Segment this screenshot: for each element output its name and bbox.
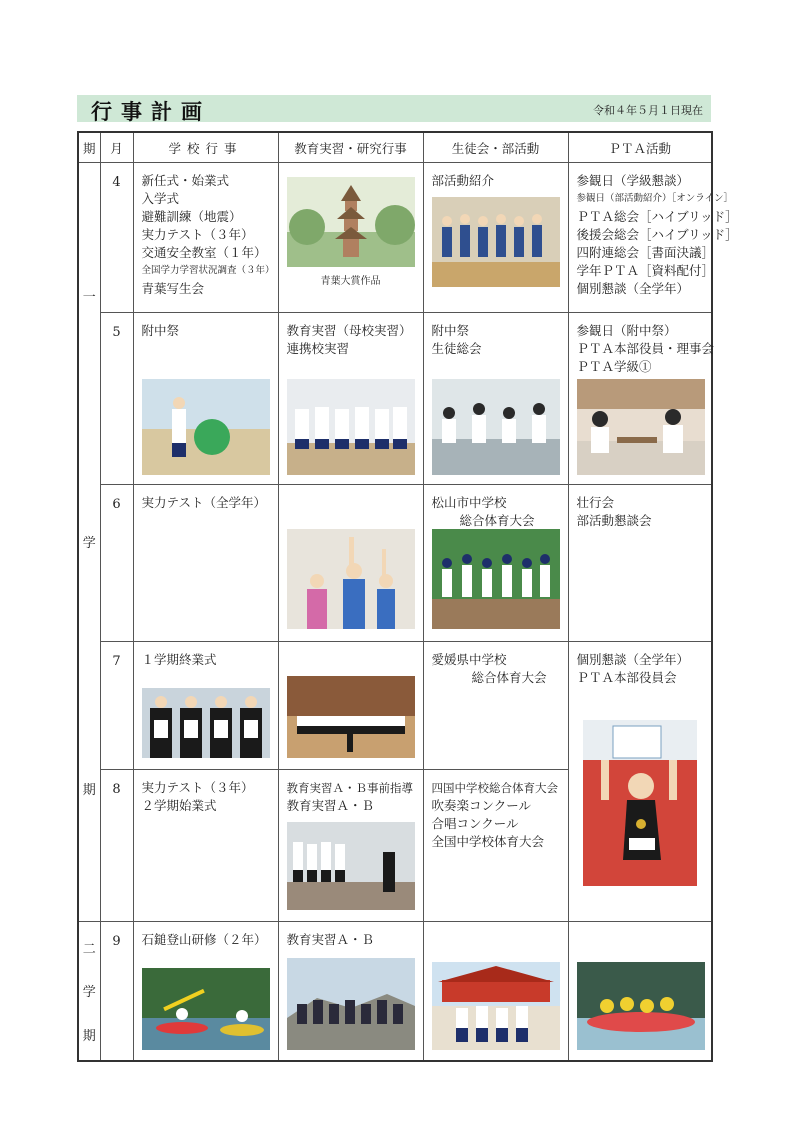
- event: ＰＴＡ学級①: [576, 359, 652, 374]
- schedule-table: [77, 131, 738, 1062]
- event: 附中祭: [431, 323, 470, 338]
- term-first: [78, 163, 100, 922]
- event: 総合体育大会: [459, 513, 535, 528]
- event: 教育実習Ａ・Ｂ事前指導: [286, 781, 413, 795]
- table-row: [78, 922, 712, 1062]
- event: 吹奏楽コンクール: [431, 798, 532, 813]
- school-events-may: [134, 313, 278, 484]
- month-cell: 9: [100, 922, 133, 1062]
- event: ＰＴＡ本部役員会: [576, 670, 677, 685]
- term-second: [78, 922, 100, 1062]
- page-title: 行事計画: [91, 100, 211, 124]
- term-char: 一: [82, 289, 96, 305]
- term-char: 期: [82, 783, 96, 799]
- event: １学期終業式: [141, 652, 217, 667]
- column-header: 教育実習・研究行事: [278, 132, 423, 163]
- pta-jun: [569, 485, 712, 641]
- event: 部活動紹介: [431, 173, 495, 188]
- research-may: [279, 313, 423, 484]
- event: 教育実習（母校実習）: [286, 323, 412, 338]
- choir-stage-photo: [287, 676, 415, 758]
- event: 全国中学校体育大会: [431, 834, 545, 849]
- event: 教育実習Ａ・Ｂ: [286, 932, 375, 947]
- research-apr: [279, 163, 423, 312]
- event: 部活動懇談会: [576, 513, 652, 528]
- event: 四附連総会［書面決議］: [576, 245, 715, 260]
- cheering-students-photo: [287, 529, 415, 629]
- club-group-photo: [432, 197, 560, 287]
- school-events-jul: [134, 642, 278, 769]
- event: 生徒総会: [431, 341, 482, 356]
- table-row: [78, 313, 712, 485]
- table-row: [78, 642, 712, 770]
- month-cell: 6: [100, 485, 133, 642]
- event: ＰＴＡ本部役員・理事会: [576, 341, 715, 356]
- month-cell: 7: [100, 642, 133, 770]
- event: 松山市中学校: [431, 495, 507, 510]
- student-jun: [424, 485, 568, 641]
- event: 四国中学校総合体育大会: [431, 781, 558, 795]
- shuri-castle-photo: [432, 962, 560, 1050]
- kayak-photo: [142, 968, 270, 1050]
- pta-meeting-photo: [577, 379, 705, 475]
- student-aug: [424, 770, 568, 921]
- event: 実力テスト（全学年）: [141, 495, 267, 510]
- event: 愛媛県中学校: [431, 652, 507, 667]
- festival-ball-photo: [142, 379, 270, 475]
- research-jun: [279, 485, 423, 641]
- event: 青葉写生会: [141, 281, 205, 296]
- teacher-training-photo: [287, 822, 415, 910]
- research-sep: [279, 922, 423, 1060]
- school-events-sep: [134, 922, 278, 1060]
- student-may: [424, 313, 568, 484]
- event: 個別懇談（全学年）: [576, 652, 690, 667]
- month-cell: 4: [100, 163, 133, 313]
- assembly-photo: [432, 379, 560, 475]
- event: 総合体育大会: [471, 670, 547, 685]
- school-events-jun: [134, 485, 278, 641]
- table-row: [78, 163, 712, 313]
- student-sep: [424, 922, 568, 1060]
- school-events-aug: [134, 770, 278, 921]
- event: 全国学力学習状況調査（３年）: [141, 265, 275, 276]
- student-apr: [424, 163, 568, 312]
- event: 入学式: [141, 191, 180, 206]
- column-header: 生徒会・部活動: [423, 132, 568, 163]
- column-header: ＰＴＡ活動: [568, 132, 712, 163]
- tug-of-war-photo: [287, 379, 415, 475]
- event: 合唱コンクール: [431, 816, 519, 831]
- event: 教育実習Ａ・Ｂ: [286, 798, 375, 813]
- column-header: 学校行事: [133, 132, 278, 163]
- event: 新任式・始業式: [141, 173, 230, 188]
- event: ２学期始業式: [141, 798, 217, 813]
- photo-caption: 青葉大賞作品: [320, 276, 381, 287]
- pta-jul-aug: [569, 642, 712, 920]
- event: 個別懇談（全学年）: [576, 281, 690, 296]
- event: 連携校実習: [286, 341, 350, 356]
- term-char: 学: [82, 985, 96, 1001]
- column-header: 期: [78, 132, 100, 163]
- header-bar: [77, 95, 711, 122]
- event: 参観日（学級懇談）: [576, 173, 690, 188]
- pta-apr: [569, 163, 738, 312]
- table-header-row: [78, 132, 712, 163]
- athlete-medal-photo: [583, 720, 697, 886]
- pta-may: [569, 313, 715, 484]
- student-jul: [424, 642, 568, 769]
- event: 附中祭: [141, 323, 180, 338]
- month-cell: 8: [100, 770, 133, 922]
- month-cell: 5: [100, 313, 133, 485]
- term-char: 学: [82, 536, 96, 552]
- event: 実力テスト（３年）: [141, 780, 254, 795]
- rafting-photo: [577, 962, 705, 1050]
- event: 避難訓練（地震）: [141, 209, 242, 224]
- school-events-apr: [134, 163, 278, 312]
- event: ＰＴＡ総会［ハイブリッド］: [576, 209, 738, 224]
- event: 参観日（附中祭）: [576, 323, 677, 338]
- event: 実力テスト（３年）: [141, 227, 254, 242]
- award-students-photo: [142, 688, 270, 758]
- table-row: [78, 485, 712, 642]
- event: 石鎚登山研修（２年）: [141, 932, 267, 947]
- term-char: 期: [82, 1028, 96, 1044]
- column-header: 月: [100, 132, 133, 163]
- pta-sep: [569, 922, 712, 1060]
- event: 後援会総会［ハイブリッド］: [576, 227, 738, 242]
- research-jul: [279, 642, 423, 769]
- mountain-group-photo: [287, 958, 415, 1050]
- research-aug: [279, 770, 423, 921]
- event: 参観日（部活動紹介）［オンライン］: [576, 193, 733, 204]
- event: 学年ＰＴＡ［資料配付］: [576, 263, 715, 278]
- term-char: 二: [82, 942, 96, 958]
- as-of-date: 令和４年５月１日現在: [593, 104, 703, 117]
- event: 交通安全教室（１年）: [141, 245, 267, 260]
- event: 壮行会: [576, 495, 615, 510]
- baseball-team-photo: [432, 529, 560, 629]
- pagoda-painting-photo: [287, 177, 415, 267]
